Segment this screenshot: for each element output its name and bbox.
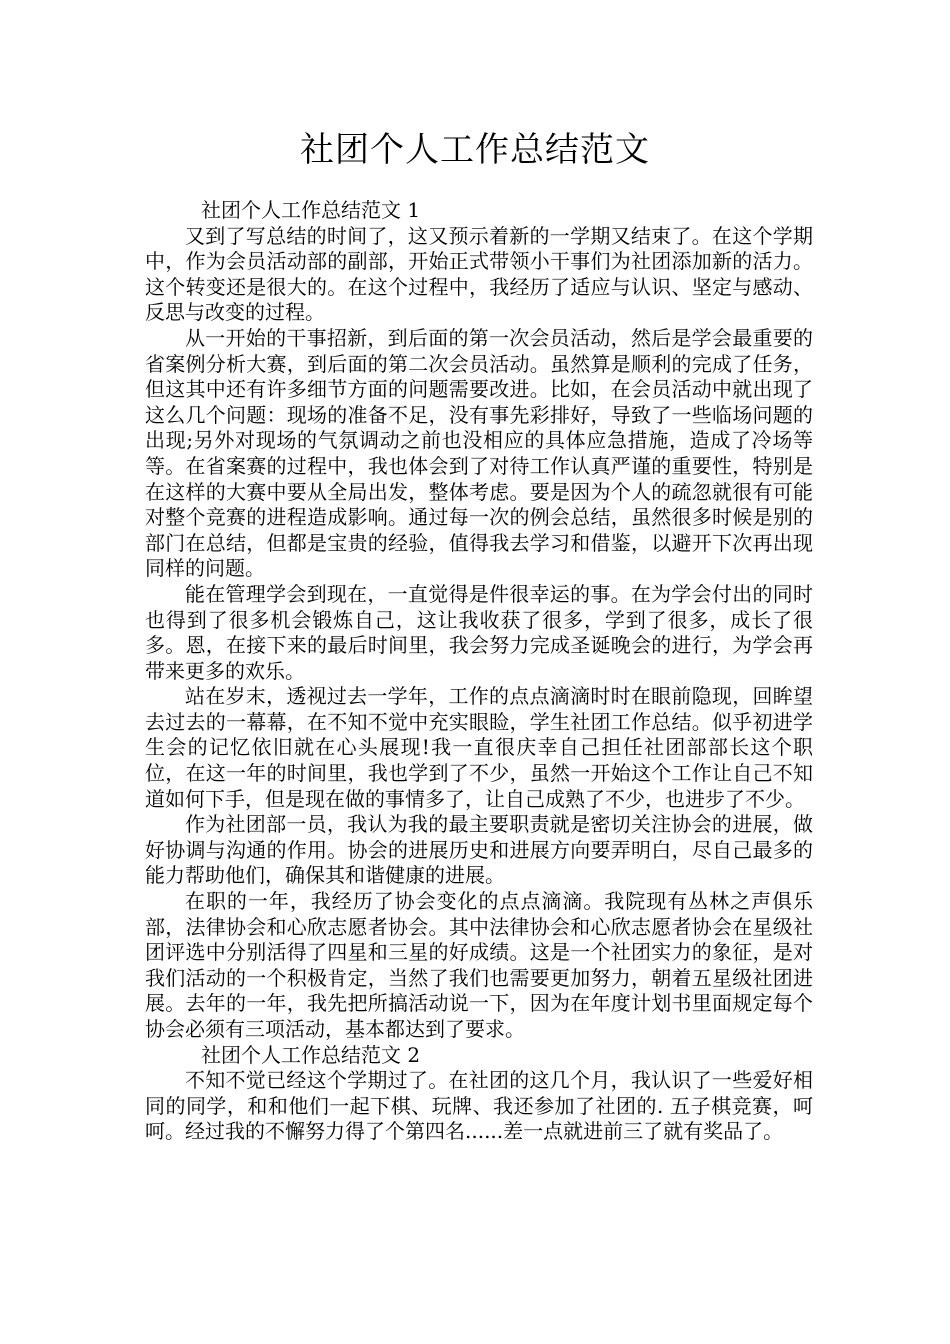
paragraph: 不知不觉已经这个学期过了。在社团的这几个月，我认识了一些爱好相同的同学，和和他们一起下棋、玩牌、我还参加了社团的. 五子棋竞赛，呵呵。经过我的不懈努力得了个第四名......差一点就进前三了就有奖品了。 xyxy=(145,1068,813,1144)
section-heading-2: 社团个人工作总结范文 2 xyxy=(201,1042,421,1067)
document-body xyxy=(145,198,813,1145)
section-heading-1: 社团个人工作总结范文 1 xyxy=(201,198,421,222)
paragraph: 在职的一年，我经历了协会变化的点点滴滴。我院现有丛林之声俱乐部，法律协会和心欣志愿者协会。其中法律协会和心欣志愿者协会在星级社团评选中分别活得了四星和三星的好成绩。这是一个社团实力的象征，是对我们活动的一个积极肯定，当然了我们也需要更加努力，朝着五星级社团进展。去年的一年，我先把所搞活动说一下，因为在年度计划书里面规定每个协会必须有三项活动，基本都达到了要求。 xyxy=(145,889,813,1041)
paragraph: 作为社团部一员，我认为我的最主要职责就是密切关注协会的进展，做好协调与沟通的作用。协会的进展历史和进展方向要弄明白，尽自己最多的能力帮助他们，确保其和谐健康的进展。 xyxy=(145,812,813,888)
page-title: 社团个人工作总结范文 xyxy=(300,130,650,170)
paragraph: 从一开始的干事招新，到后面的第一次会员活动，然后是学会最重要的省案例分析大赛，到后面的第二次会员活动。虽然算是顺利的完成了任务，但这其中还有许多细节方面的问题需要改进。比如，在会员活动中就出现了这么几个问题：现场的准备不足，没有事先彩排好，导致了一些临场问题的出现;另外对现场的气氛调动之前也没相应的具体应急措施，造成了冷场等等。在省案赛的过程中，我也体会到了对待工作认真严谨的重要性，特别是在这样的大赛中要从全局出发，整体考虑。要是因为个人的疏忽就很有可能对整个竞赛的进程造成影响。通过每一次的例会总结，虽然很多时候是别的部门在总结，但都是宝贵的经验，值得我去学习和借鉴，以避开下次再出现同样的问题。 xyxy=(145,325,813,581)
paragraph: 站在岁末，透视过去一学年，工作的点点滴滴时时在眼前隐现，回眸望去过去的一幕幕，在不知不觉中充实眼睑，学生社团工作总结。似乎初进学生会的记忆依旧就在心头展现!我一直很庆幸自己担任社团部部长这个职位，在这一年的时间里，我也学到了不少，虽然一开始这个工作让自己不知道如何下手，但是现在做的事情多了，让自己成熟了不少，也进步了不少。 xyxy=(145,684,813,811)
paragraph: 又到了写总结的时间了，这又预示着新的一学期又结束了。在这个学期中，作为会员活动部的副部，开始正式带领小干事们为社团添加新的活力。这个转变还是很大的。在这个过程中，我经历了适应与认识、坚定与感动、反思与改变的过程。 xyxy=(145,223,813,325)
paragraph: 能在管理学会到现在，一直觉得是件很幸运的事。在为学会付出的同时也得到了很多机会锻炼自己，这让我收获了很多，学到了很多，成长了很多。恩，在接下来的最后时间里，我会努力完成圣诞晚会的进行，为学会再带来更多的欢乐。 xyxy=(145,581,813,683)
